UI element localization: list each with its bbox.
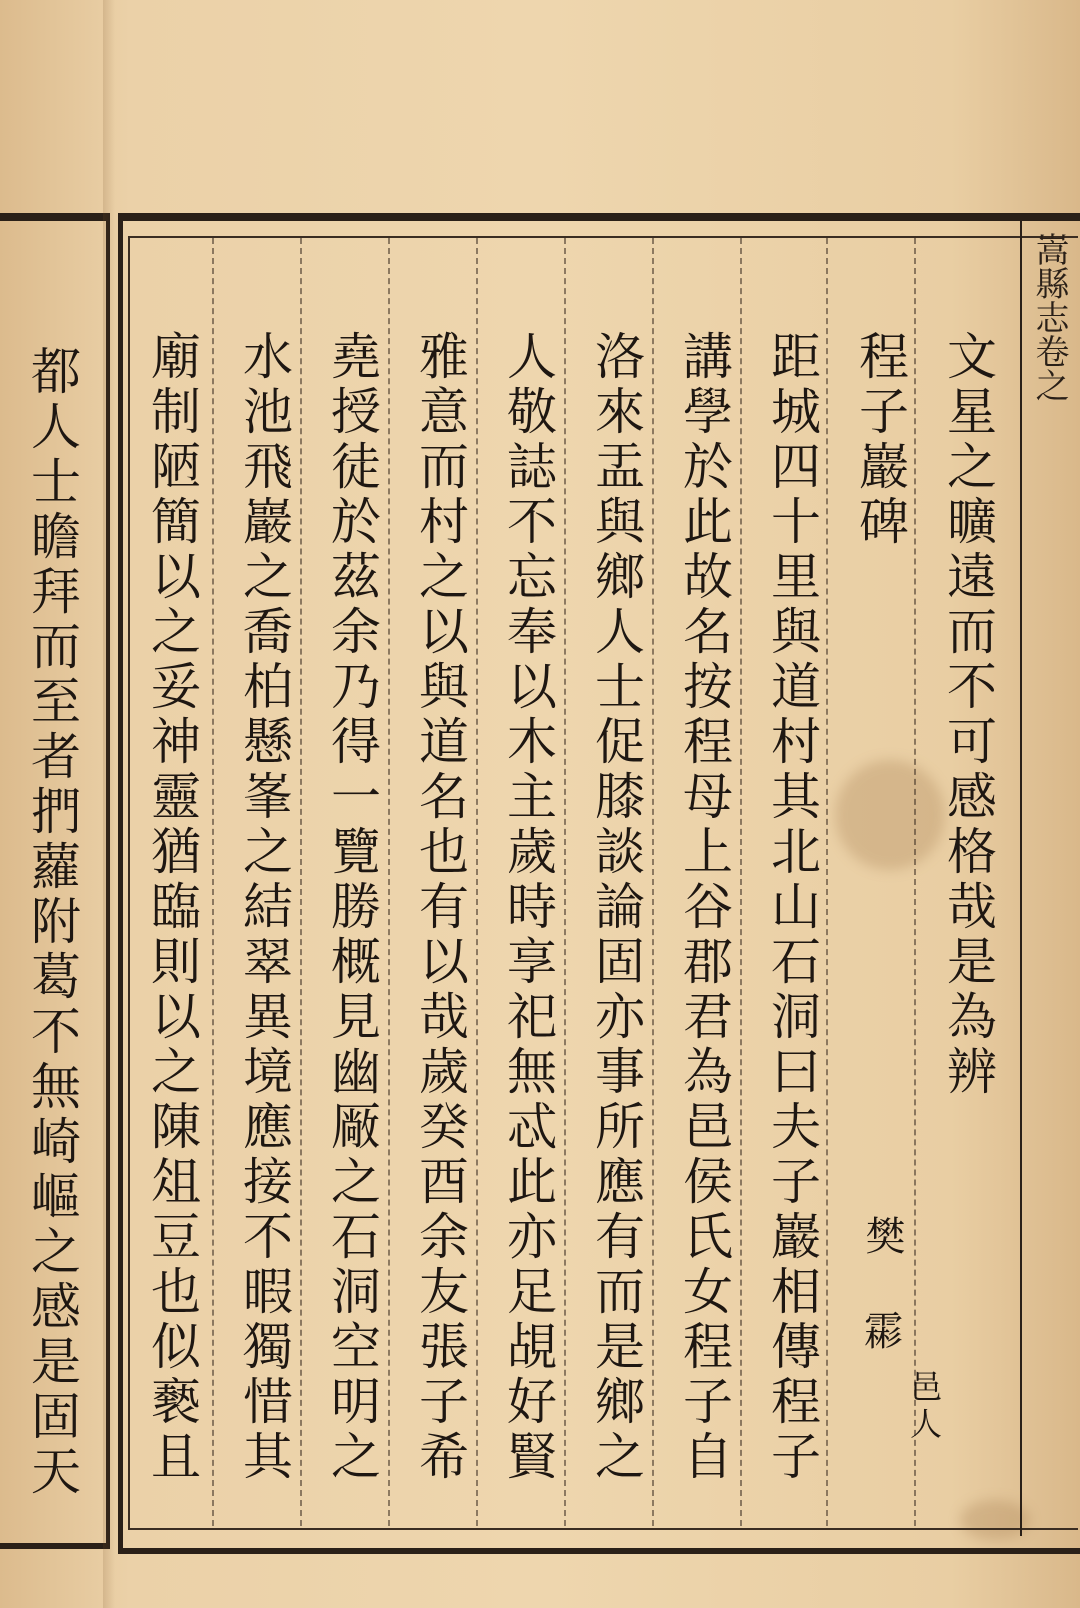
author-origin: 邑人 [905, 1370, 943, 1444]
top-margin [0, 0, 1080, 212]
column-rule [652, 238, 654, 1526]
heading-column: 程子巖碑 [851, 330, 909, 550]
text-column: 洛來盂與鄉人士促膝談論固亦事所應有而是鄉之 [587, 330, 645, 1485]
column-rule [212, 238, 214, 1526]
text-column: 雅意而村之以與道名也有以哉歲癸酉余友張子希 [411, 330, 469, 1485]
author-given-name: 霦 [857, 1310, 903, 1355]
column-rule [914, 238, 916, 1526]
text-column: 堯授徒於茲余乃得一覽勝概見幽厰之石洞空明之 [323, 330, 381, 1485]
column-rule [300, 238, 302, 1526]
text-column: 廟制陋簡以之妥神靈猶臨則以之陳俎豆也似褻且 [143, 330, 201, 1485]
text-column: 講學於此故名按程母上谷郡君為邑侯氏女程子自 [675, 330, 733, 1485]
text-column: 水池飛巖之喬柏懸峯之結翠異境應接不暇獨惜其 [235, 330, 293, 1485]
column-rule [826, 238, 828, 1526]
text-column: 文星之曠遠而不可感格哉是為辨 [939, 330, 997, 1100]
text-column: 人敬誌不忘奉以木主歲時享祀無忒此亦足覘好賢 [499, 330, 557, 1485]
text-column: 都人士瞻拜而至者捫蘿附葛不無崎嶇之感是固天 [23, 345, 81, 1500]
page-fold [103, 0, 115, 1608]
column-rule [476, 238, 478, 1526]
text-column: 距城四十里與道村其北山石洞曰夫子巖相傳程子 [763, 330, 821, 1485]
running-title: 嵩縣志卷之 [1029, 232, 1069, 402]
author-name: 樊 [859, 1215, 905, 1260]
center-strip [1020, 221, 1062, 1536]
column-rule [564, 238, 566, 1526]
column-rule [740, 238, 742, 1526]
column-rule [388, 238, 390, 1526]
